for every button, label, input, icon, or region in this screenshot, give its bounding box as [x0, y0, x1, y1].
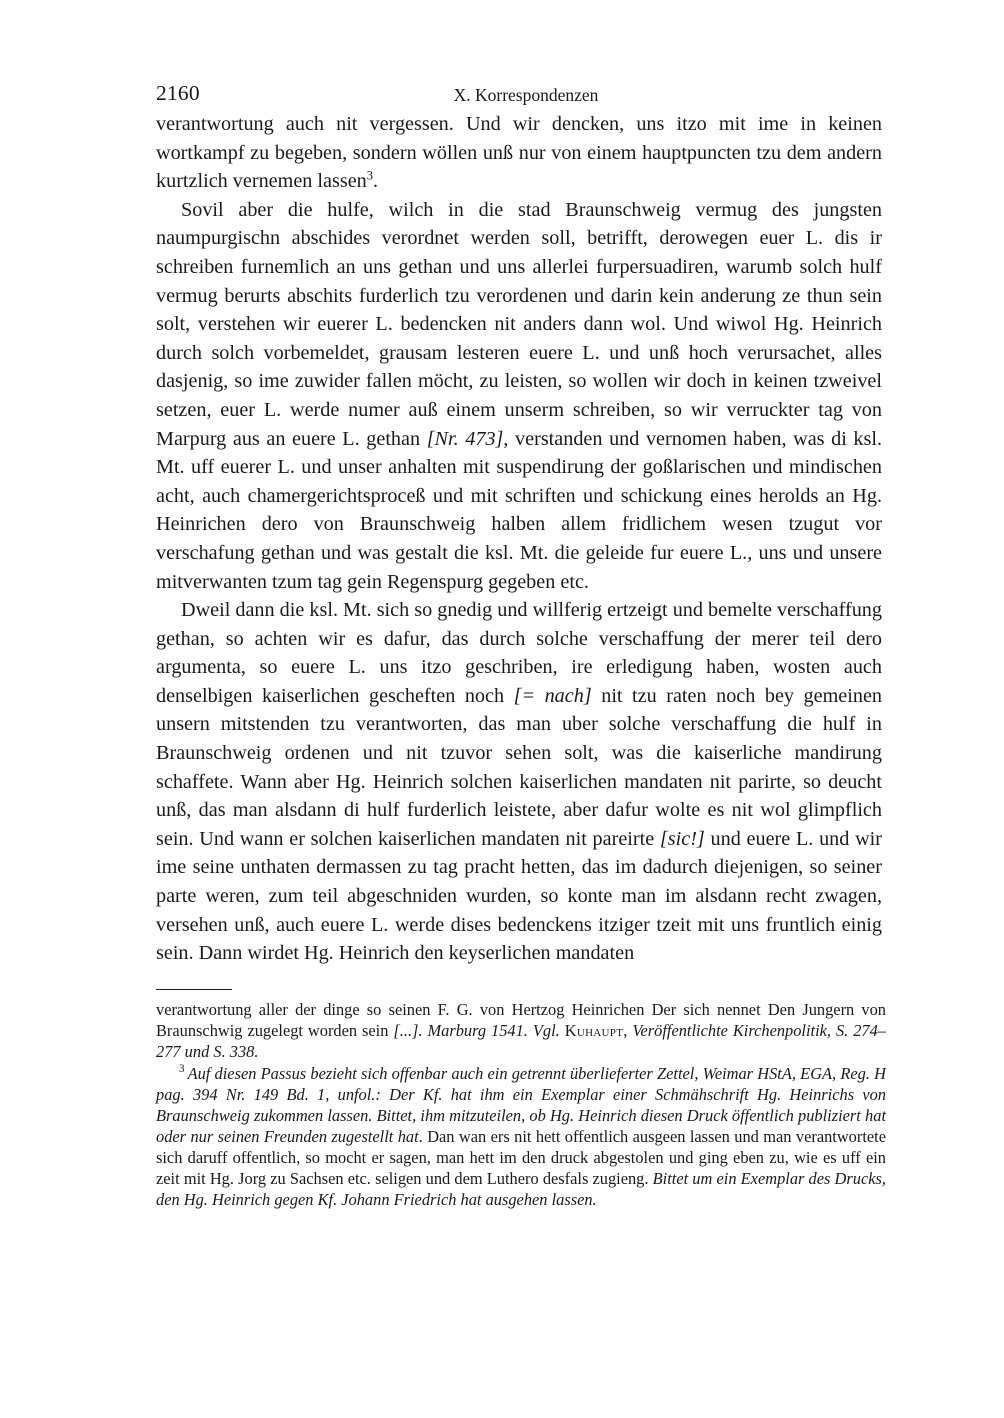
page-content: [156, 70, 882, 968]
text-run: verantwortung auch nit vergessen. Und wir dencken, uns itzo mit ime in keinen wortkampf zu begeben, sondern wöllen unß nur von einem hauptpuncten tzu dem andern kurtzlich vernemen lassen: [156, 113, 882, 193]
italic-run: Veröffentlichte Kirchenpolitik, S. 274–277 und S. 338.: [156, 1021, 887, 1062]
footnote-separator-rule: [156, 989, 232, 990]
italic-run: Auf diesen Passus bezieht sich offenbar auch ein getrennt überlieferter Zettel, Weimar HStA, EGA, Reg. H pag. 394 Nr. 149 Bd. 1, unfol.: Der Kf. hat ihm ein Exemplar einer Schmähschrift Hg. Heinrichs von Braunschweig zukommen lassen. Bittet, ihm mitzuteilen, ob Hg. Heinrich diesen Druck öffentlich publiziert hat oder nur seinen Freunden zugestellt hat: [156, 1063, 886, 1147]
italic-run: [...]. Marburg 1541. Vgl.: [393, 1021, 560, 1041]
text-run: nit tzu raten noch bey gemeinen unsern mitstenden tzu verantworten, das man uber solche verschaffung die hulf in Braunschweig ordenen und nit tzuvor sehen solt, was die kaiserliche mandirung schaffete. Wann aber Hg. Heinrich solchen kaiserlichen mandaten nit parirte, so deucht unß, das man alsdann di hulf furderlich leistete, aber dafur wolte es nit wol glimpflich sein. Und wann er solchen kaiserlichen mandaten nit pareirte: [156, 684, 883, 850]
italic-run: Bittet um ein Exemplar des Drucks, den Hg. Heinrich gegen Kf. Johann Friedrich hat ausgehen lassen.: [156, 1169, 886, 1210]
footnote-entry: [156, 999, 886, 1062]
footnote-marker: 3: [179, 1063, 185, 1076]
text-run: . Dan wan ers nit hett offentlich ausgeen lassen und man verantwortete sich daruff offentlich, so mocht er sagen, man hett im den druck abgestolen und ging eben zu, wie es uff ein zeit mit Hg. Jorg zu Sachsen etc. seligen und dem Luthero desfals zugieng.: [156, 1127, 886, 1189]
text-run: Dweil dann die ksl. Mt. sich so gnedig und willferig ertzeigt und bemelte verschaffung gethan, so achten wir es dafur, das durch solche verschaffung der merer teil dero argumenta, so euere L. uns itzo geschriben, ire erledigung haben, wosten auch denselbigen kaiserlichen gescheften noch: [156, 599, 882, 707]
body-text: [156, 110, 882, 968]
body-paragraph: [156, 596, 882, 968]
footnote-list: [156, 999, 886, 1210]
text-run: Sovil aber die hulfe, wilch in die stad Braunschweig vermug des jungsten naumpurgischn abschides verordnet werden soll, betrifft, derowegen euer L. dis ir schreiben furnemlich an uns gethan und uns allerlei furpersuadiren, warumb solch hulf vermug berurts abschits furderlich tzu verordenen und darin kein anderung ze thun sein solt, verstehen wir euerer L. bedencken nit anders dann wol. Und wiwol Hg. Heinrich durch solch vorbemeldet, grausam lesteren euere L. und unß hoch verursachet, alles dasjenig, so ime zuwider fallen möcht, zu leisten, so wollen wir doch in keinen tzweivel setzen, euer L. werde numer auß einem unserm schreiben, so wir verruckter tag von Marpurg aus an euere L. gethan: [156, 198, 882, 450]
author-name-smallcaps: Kuhaupt: [564, 1021, 624, 1041]
footnote-block: [156, 989, 886, 1210]
italic-run: [= nach]: [513, 684, 592, 707]
running-title: X. Korrespondenzen: [453, 85, 599, 105]
running-head: [156, 70, 882, 110]
page-number: 2160: [156, 81, 200, 105]
footnote-reference: 3: [366, 168, 374, 183]
text-run: verantwortung aller der dinge so seinen F. G. von Hertzog Heinrichen Der sich nennet Den Jungern von Braunschwig zugelegt worden sein: [156, 1000, 886, 1041]
footnote-entry: [156, 1063, 886, 1211]
text-run: ,: [623, 1021, 633, 1041]
text-run: und euere L. und wir ime seine unthaten dermassen zu tag pracht hetten, das im dadurch diejenigen, so seiner parte weren, zum teil abgeschniden wurden, so konte man im alsdann recht zwagen, versehen unß, auch euere L. werde dises bedenckens itziger tzeit mit uns fruntlich einig sein. Dann wirdet Hg. Heinrich den keyserlichen mandaten: [156, 827, 882, 965]
body-paragraph: [156, 196, 882, 596]
text-run: .: [373, 170, 379, 193]
body-paragraph: [156, 110, 882, 196]
text-run: , verstanden und vernomen haben, was di ksl. Mt. uff euerer L. und unser anhalten mit suspendirung der goßlarischen und mindischen acht, auch chamergerichtsproceß und mit schriften und schickung eines herolds an Hg. Heinrichen dero von Braunschweig halben allem fridlichem wesen tzugut vor verschafung gethan und was gestalt die ksl. Mt. die geleide fur euere L., uns und unsere mitverwanten tzum tag gein Regenspurg gegeben etc.: [156, 427, 882, 593]
italic-run: [sic!]: [659, 827, 705, 850]
italic-run: [Nr. 473]: [426, 427, 504, 450]
